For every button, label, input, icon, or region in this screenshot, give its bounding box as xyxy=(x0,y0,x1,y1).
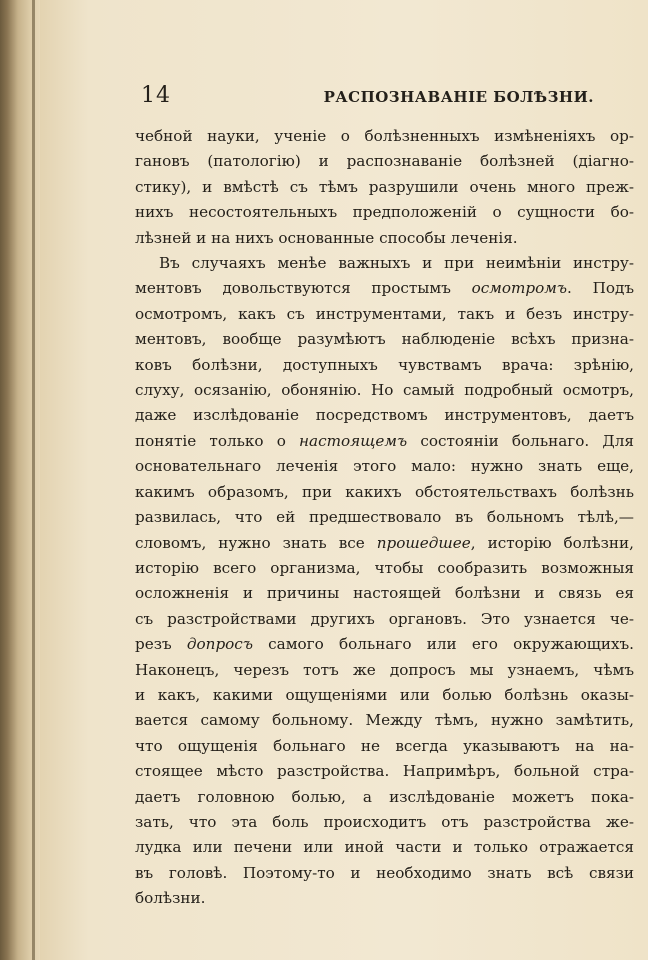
text-line: съ разстройствами другихъ органовъ. Это узнается че- xyxy=(135,609,634,628)
text-line xyxy=(135,429,634,454)
text-line: какимъ образомъ, при какихъ обстоятельствахъ болѣзнь xyxy=(135,482,634,501)
running-head: РАСПОЗНАВАНІЕ БОЛѢЗНИ. xyxy=(323,88,594,106)
text-line: зать, что эта боль происходитъ отъ разстройства же- xyxy=(135,812,634,831)
text-line: основательнаго леченія этого мало: нужно знать еще, xyxy=(135,457,634,476)
book-page xyxy=(40,0,648,960)
text-line: и какъ, какими ощущеніями или болью болѣзнь оказы- xyxy=(135,685,634,704)
text-line xyxy=(135,632,634,657)
page-number: 14 xyxy=(141,83,171,108)
text-line: лудка или печени или иной части и только отражается xyxy=(135,838,634,857)
text-line: лѣзней и на нихъ основанные способы леченія. xyxy=(135,228,518,247)
text-line: вается самому больному. Между тѣмъ, нужно замѣтить, xyxy=(135,711,634,730)
text-line xyxy=(135,276,634,301)
text-fragment: понятіе только о xyxy=(135,431,300,450)
text-line: исторію всего организма, чтобы сообразить возможныя xyxy=(135,558,634,577)
text-line: даетъ головною болью, а изслѣдованіе можетъ пока- xyxy=(135,787,634,806)
paragraph-first-line: Въ случаяхъ менѣе важныхъ и при неимѣніи инстру- xyxy=(159,254,634,273)
text-line: развилась, что ей предшествовало въ больномъ тѣлѣ,— xyxy=(135,508,634,527)
text-line: что ощущенія больнаго не всегда указываютъ на на- xyxy=(135,736,634,755)
emphasis-dopros: допросъ xyxy=(186,635,253,654)
text-fragment: . Подъ xyxy=(567,279,635,298)
text-line: въ головѣ. Поэтому-то и необходимо знать всѣ связи xyxy=(135,863,634,882)
text-line: болѣзни. xyxy=(135,889,206,908)
page-edge xyxy=(32,0,35,960)
text-line: стоящее мѣсто разстройства. Напримѣръ, больной стра- xyxy=(135,762,634,781)
text-line xyxy=(135,531,634,556)
text-line: даже изслѣдованіе посредствомъ инструментовъ, даетъ xyxy=(135,406,634,425)
text-fragment: самого больнаго или его окружающихъ. xyxy=(252,635,635,654)
text-line: ковъ болѣзни, доступныхъ чувствамъ врача: зрѣнію, xyxy=(135,355,634,374)
text-line: чебной науки, ученіе о болѣзненныхъ измѣненіяхъ ор- xyxy=(135,127,634,145)
text-line: стику), и вмѣстѣ съ тѣмъ разрушили очень много преж- xyxy=(135,177,634,196)
text-line: осложненія и причины настоящей болѣзни и связь ея xyxy=(135,584,634,603)
text-line: Наконецъ, черезъ тотъ же допросъ мы узнаемъ, чѣмъ xyxy=(135,660,634,679)
text-fragment: , исторію болѣзни, xyxy=(470,533,634,552)
text-fragment: ментовъ довольствуются простымъ xyxy=(135,279,472,298)
text-line: гановъ (патологію) и распознаваніе болѣзней (діагно- xyxy=(135,152,634,171)
text-line: ментовъ, вообще разумѣютъ наблюденіе всѣхъ призна- xyxy=(135,330,634,349)
text-fragment: состояніи больнаго. Для xyxy=(407,431,634,450)
emphasis-proshedshee: прошедшее xyxy=(376,533,471,552)
emphasis-osmotrom: осмотромъ xyxy=(471,279,568,298)
text-fragment: словомъ, нужно знать все xyxy=(135,533,377,552)
text-line: слуху, осязанію, обонянію. Но самый подробный осмотръ, xyxy=(135,381,634,400)
emphasis-nastoyashchem: настоящемъ xyxy=(299,431,408,450)
text-line: нихъ несостоятельныхъ предположеній о сущности бо- xyxy=(135,203,634,222)
body-text xyxy=(135,124,634,912)
text-line: осмотромъ, какъ съ инструментами, такъ и безъ инстру- xyxy=(135,304,634,323)
text-fragment: резъ xyxy=(135,635,187,654)
page-header xyxy=(141,82,627,112)
